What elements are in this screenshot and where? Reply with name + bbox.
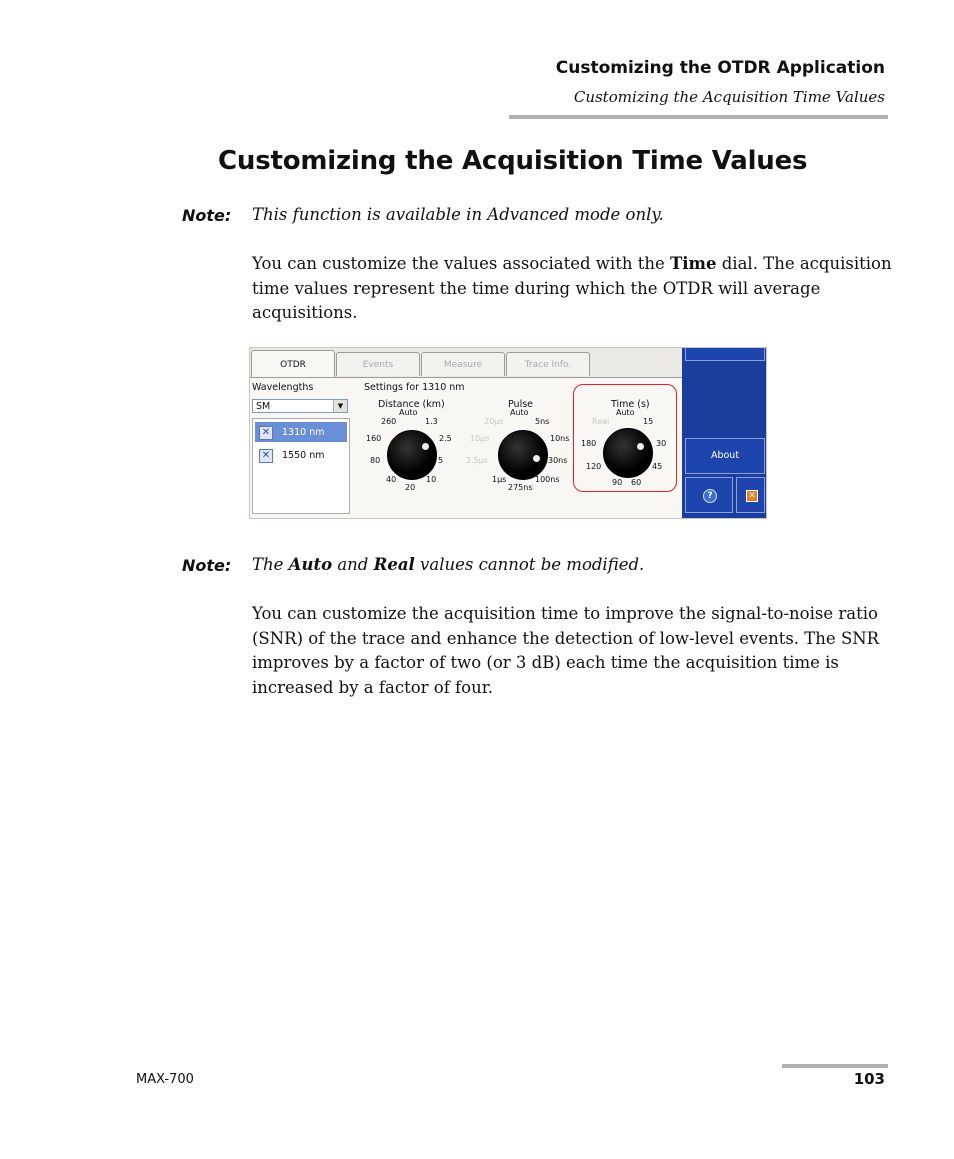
dial-label: 5ns [535,417,550,426]
dial-label: 45 [652,462,663,471]
dial-label: 160 [366,434,382,443]
time-dial[interactable] [603,428,653,478]
note-label: Note: [182,206,232,225]
close-icon: ✕ [746,490,758,502]
dial-label: 2.5µs [466,456,488,465]
note-text-part: and [332,555,374,574]
tab-otdr[interactable]: OTDR [251,350,335,378]
otdr-screenshot [249,347,767,519]
dial-label: 275ns [508,483,533,492]
about-button[interactable]: About [685,438,765,474]
fiber-select[interactable] [252,399,348,413]
dial-label: Auto [399,408,418,417]
footer-rule [782,1064,888,1068]
dial-label: 260 [381,417,397,426]
dial-label: 100ns [535,475,560,484]
sidebar-button-top[interactable] [685,347,765,361]
running-header-chapter: Customizing the OTDR Application [555,58,885,78]
checkbox-icon[interactable]: ✕ [259,449,273,463]
paragraph [252,252,892,326]
dial-indicator [422,443,429,450]
tab-bar [250,348,682,378]
time-title: Time (s) [611,399,650,410]
dial-label: 5 [438,456,444,465]
header-rule [509,115,888,119]
dial-label: 180 [581,439,597,448]
note-text-part: The [252,555,289,574]
dial-label: 10µs [470,434,490,443]
dial-label: 30 [656,439,667,448]
list-item[interactable] [255,422,347,442]
dial-label: Auto [616,408,635,417]
wavelength-label: 1310 nm [282,427,325,438]
distance-title: Distance (km) [378,399,445,410]
dial-indicator [533,455,540,462]
otdr-panel [250,377,682,519]
dial-label: 10 [426,475,437,484]
dial-label: 120 [586,462,602,471]
tab-measure[interactable]: Measure [421,352,505,376]
paragraph-text: You can customize the values associated with the [252,254,670,273]
note-text-bold: Real [373,555,415,574]
note-text: This function is available in Advanced mode only. [252,205,664,224]
dial-label: 60 [631,478,642,487]
dial-label: 90 [612,478,623,487]
pulse-dial[interactable] [498,430,548,480]
dial-indicator [637,443,644,450]
note-text [252,555,644,574]
list-item[interactable] [255,445,347,465]
dial-label: 80 [370,456,381,465]
help-button[interactable] [685,477,733,513]
running-header-section: Customizing the Acquisition Time Values [573,88,885,106]
chevron-down-icon[interactable]: ▼ [333,400,347,412]
wavelength-label: 1550 nm [282,450,325,461]
dial-label: 1.3 [425,417,438,426]
dial-label: 20 [405,483,416,492]
dial-label: 2.5 [439,434,452,443]
dial-label: 10ns [550,434,570,443]
wavelength-list [252,418,350,514]
paragraph-bold: Time [669,254,717,273]
tab-trace-info[interactable]: Trace Info. [506,352,590,376]
footer-product: MAX-700 [136,1072,194,1087]
dial-label: 20µs [484,417,504,426]
checkbox-icon[interactable]: ✕ [259,426,273,440]
page-title: Customizing the Acquisition Time Values [218,146,808,176]
paragraph-text: dial. The acquisition time values represent the time during which the OTDR will average acquisitions. [252,254,892,322]
dial-label: 15 [643,417,654,426]
distance-dial[interactable] [387,430,437,480]
page-number: 103 [853,1070,885,1088]
dial-label: 40 [386,475,397,484]
dial-label: Real [592,417,610,426]
wavelengths-label: Wavelengths [252,382,314,393]
dial-label: Auto [510,408,529,417]
tab-events[interactable]: Events [336,352,420,376]
fiber-select-value: SM [256,401,271,412]
help-icon: ? [703,489,717,503]
note-text-bold: Auto [288,555,333,574]
settings-label: Settings for 1310 nm [364,382,465,393]
pulse-title: Pulse [508,399,534,410]
paragraph: You can customize the acquisition time to improve the signal-to-noise ratio (SNR) of the trace and enhance the detection of low-level events. The SNR improves by a factor of two (or 3 dB) each time the acquisition time is increased by a factor of four. [252,604,880,697]
sidebar [682,348,767,519]
dial-label: 30ns [548,456,568,465]
note-label: Note: [182,556,232,575]
close-button[interactable] [736,477,765,513]
note-text-part: values cannot be modified. [414,555,645,574]
dial-label: 1µs [492,475,507,484]
